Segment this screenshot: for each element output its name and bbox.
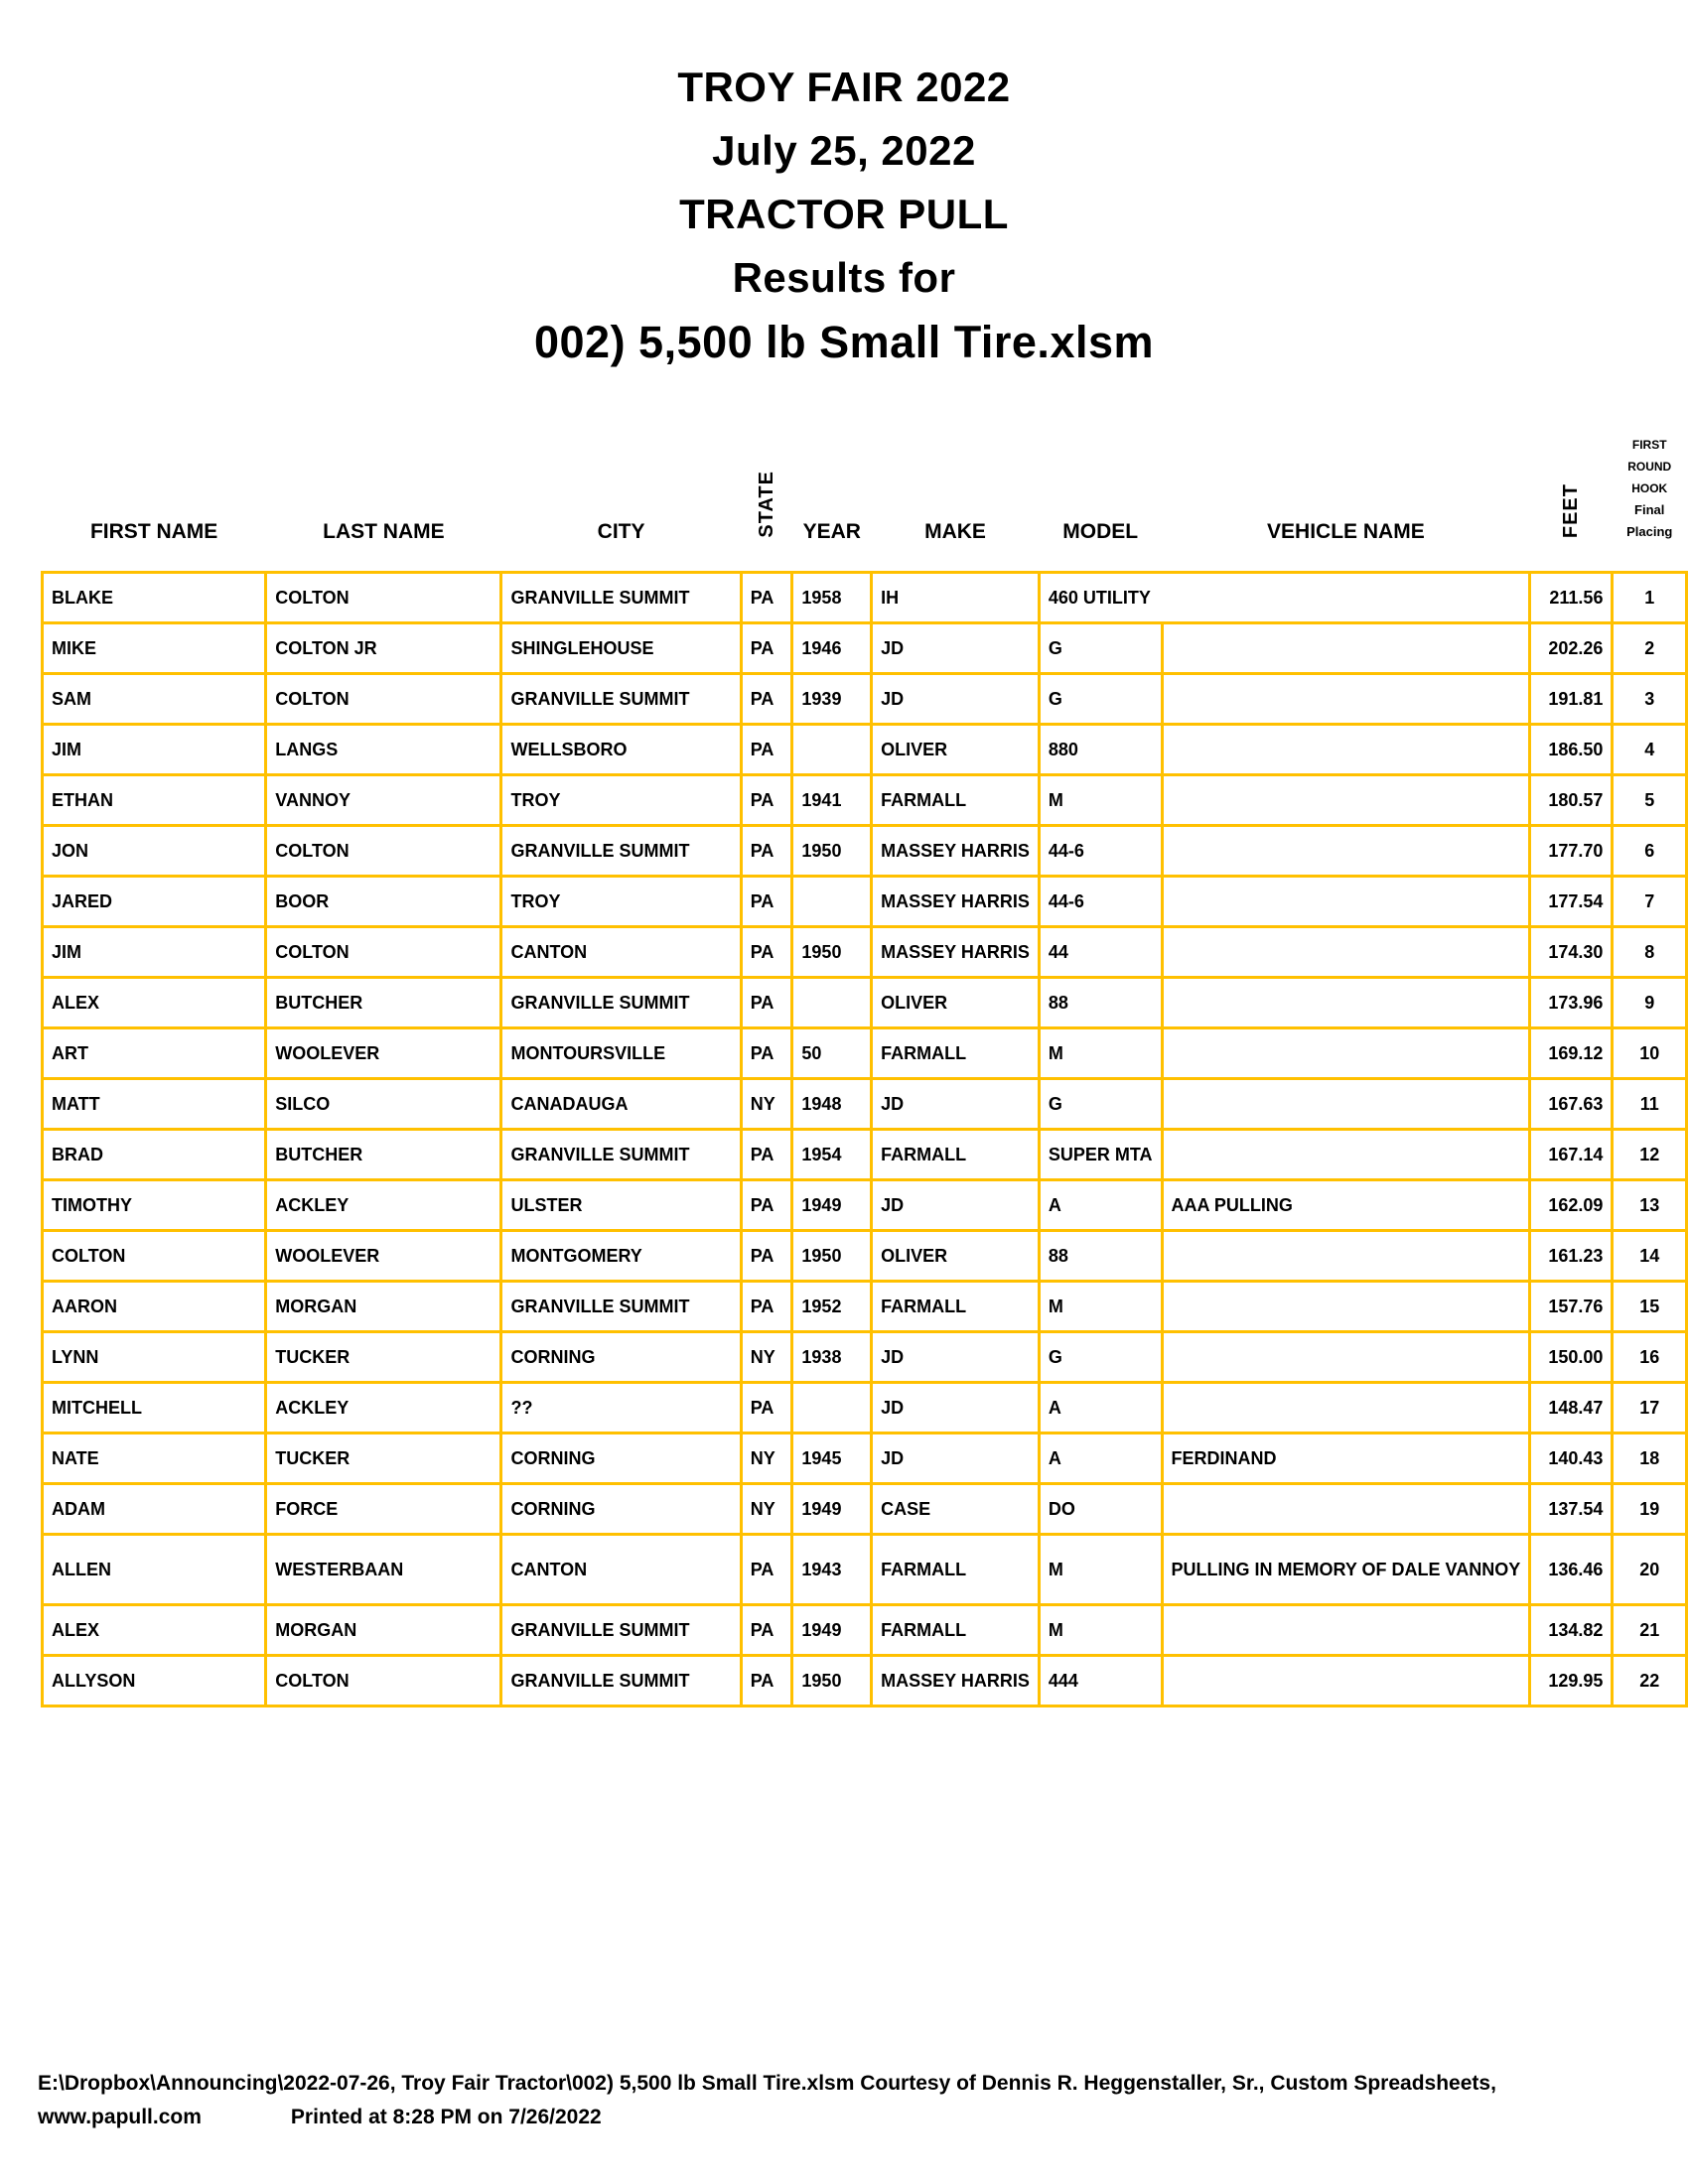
cell-city: GRANVILLE SUMMIT	[501, 978, 741, 1028]
table-row	[43, 978, 1687, 1028]
cell-make: JD	[872, 674, 1040, 725]
cell-feet: 162.09	[1530, 1180, 1613, 1231]
col-header-last-name: LAST NAME	[323, 520, 445, 543]
cell-make: JD	[872, 1433, 1040, 1484]
cell-city: ULSTER	[501, 1180, 741, 1231]
cell-year: 1943	[792, 1535, 872, 1605]
cell-year: 1950	[792, 1656, 872, 1706]
cell-year: 1945	[792, 1433, 872, 1484]
cell-vehicle-name: PULLING IN MEMORY OF DALE VANNOY	[1162, 1535, 1530, 1605]
cell-feet: 150.00	[1530, 1332, 1613, 1383]
col-header-make: MAKE	[924, 520, 986, 543]
table-row	[43, 1130, 1687, 1180]
cell-model: G	[1039, 1332, 1162, 1383]
cell-feet: 174.30	[1530, 927, 1613, 978]
cell-city: MONTOURSVILLE	[501, 1028, 741, 1079]
cell-feet: 167.63	[1530, 1079, 1613, 1130]
cell-make: OLIVER	[872, 978, 1040, 1028]
cell-state: PA	[741, 674, 792, 725]
cell-vehicle-name	[1162, 1231, 1530, 1282]
cell-make: MASSEY HARRIS	[872, 826, 1040, 877]
cell-city: GRANVILLE SUMMIT	[501, 1282, 741, 1332]
table-row	[43, 1028, 1687, 1079]
cell-first-name: BLAKE	[43, 573, 266, 623]
table-row	[43, 877, 1687, 927]
col-header-feet	[1530, 434, 1613, 573]
table-row	[43, 775, 1687, 826]
col-header-model: MODEL	[1062, 520, 1139, 543]
cell-state: PA	[741, 1231, 792, 1282]
cell-model: M	[1039, 775, 1162, 826]
table-row	[43, 1433, 1687, 1484]
cell-year	[792, 725, 872, 775]
footer-second-line	[38, 2101, 1666, 2134]
cell-vehicle-name	[1162, 1484, 1530, 1535]
col-header-first-round: FIRST ROUND	[1627, 438, 1672, 474]
cell-state: PA	[741, 573, 792, 623]
cell-first-name: NATE	[43, 1433, 266, 1484]
cell-final-placing: 8	[1613, 927, 1687, 978]
cell-first-name: BRAD	[43, 1130, 266, 1180]
cell-final-placing: 11	[1613, 1079, 1687, 1130]
footer-printed-timestamp: Printed at 8:28 PM on 7/26/2022	[290, 2106, 602, 2128]
document-title-block	[0, 56, 1688, 375]
page-footer	[38, 2067, 1666, 2134]
cell-first-name: JARED	[43, 877, 266, 927]
cell-last-name: WOOLEVER	[266, 1028, 501, 1079]
cell-final-placing: 16	[1613, 1332, 1687, 1383]
cell-state: NY	[741, 1332, 792, 1383]
cell-feet: 173.96	[1530, 978, 1613, 1028]
cell-first-name: ALEX	[43, 978, 266, 1028]
cell-city: CORNING	[501, 1484, 741, 1535]
cell-city: CORNING	[501, 1332, 741, 1383]
footer-file-path-line: E:\Dropbox\Announcing\2022-07-26, Troy Fair Tractor\002) 5,500 lb Small Tire.xlsm Courtesy of Dennis R. Heggenstaller, Sr., Custom Spreadsheets,	[38, 2072, 1496, 2095]
cell-year: 1938	[792, 1332, 872, 1383]
cell-feet: 148.47	[1530, 1383, 1613, 1433]
cell-first-name: ALLEN	[43, 1535, 266, 1605]
cell-year: 1950	[792, 826, 872, 877]
cell-make: OLIVER	[872, 1231, 1040, 1282]
table-row	[43, 927, 1687, 978]
footer-website: www.papull.com	[38, 2106, 202, 2128]
cell-first-name: ART	[43, 1028, 266, 1079]
cell-make: MASSEY HARRIS	[872, 877, 1040, 927]
cell-vehicle-name	[1162, 978, 1530, 1028]
results-table-body	[43, 573, 1687, 1706]
cell-state: PA	[741, 1028, 792, 1079]
cell-city: GRANVILLE SUMMIT	[501, 1656, 741, 1706]
cell-last-name: COLTON	[266, 826, 501, 877]
cell-make: JD	[872, 1383, 1040, 1433]
table-row	[43, 1383, 1687, 1433]
cell-make: OLIVER	[872, 725, 1040, 775]
table-row	[43, 1535, 1687, 1605]
cell-last-name: ACKLEY	[266, 1383, 501, 1433]
cell-feet: 180.57	[1530, 775, 1613, 826]
cell-year: 1954	[792, 1130, 872, 1180]
cell-last-name: COLTON	[266, 1656, 501, 1706]
table-row	[43, 1656, 1687, 1706]
cell-feet: 140.43	[1530, 1433, 1613, 1484]
cell-city: ??	[501, 1383, 741, 1433]
cell-model: M	[1039, 1282, 1162, 1332]
cell-city: TROY	[501, 775, 741, 826]
cell-year	[792, 978, 872, 1028]
cell-make: IH	[872, 573, 1040, 623]
cell-last-name: LANGS	[266, 725, 501, 775]
cell-last-name: COLTON	[266, 927, 501, 978]
title-event-date: July 25, 2022	[712, 127, 976, 174]
cell-state: PA	[741, 826, 792, 877]
cell-make: JD	[872, 1332, 1040, 1383]
cell-city: GRANVILLE SUMMIT	[501, 674, 741, 725]
col-header-hook: HOOK	[1631, 481, 1668, 495]
table-row	[43, 826, 1687, 877]
cell-city: SHINGLEHOUSE	[501, 623, 741, 674]
cell-model: 88	[1039, 978, 1162, 1028]
cell-feet: 202.26	[1530, 623, 1613, 674]
cell-model: A	[1039, 1433, 1162, 1484]
table-row	[43, 1180, 1687, 1231]
cell-last-name: WESTERBAAN	[266, 1535, 501, 1605]
cell-vehicle-name	[1162, 623, 1530, 674]
cell-first-name: ALLYSON	[43, 1656, 266, 1706]
col-header-feet-label: FEET	[1560, 482, 1583, 538]
cell-year: 1941	[792, 775, 872, 826]
cell-final-placing: 14	[1613, 1231, 1687, 1282]
cell-state: NY	[741, 1484, 792, 1535]
cell-year: 1949	[792, 1605, 872, 1656]
cell-city: GRANVILLE SUMMIT	[501, 573, 741, 623]
cell-last-name: WOOLEVER	[266, 1231, 501, 1282]
col-header-state	[741, 434, 792, 573]
col-header-city: CITY	[597, 520, 645, 543]
cell-last-name: COLTON	[266, 674, 501, 725]
cell-city: GRANVILLE SUMMIT	[501, 1605, 741, 1656]
cell-make: FARMALL	[872, 1130, 1040, 1180]
col-header-vehicle-name: VEHICLE NAME	[1267, 520, 1425, 543]
cell-model: G	[1039, 1079, 1162, 1130]
cell-state: PA	[741, 1130, 792, 1180]
cell-state: PA	[741, 1383, 792, 1433]
cell-model: M	[1039, 1605, 1162, 1656]
cell-year: 1958	[792, 573, 872, 623]
table-row	[43, 623, 1687, 674]
cell-city: CANADAUGA	[501, 1079, 741, 1130]
cell-final-placing: 21	[1613, 1605, 1687, 1656]
cell-first-name: JIM	[43, 725, 266, 775]
col-header-first-name: FIRST NAME	[89, 520, 218, 543]
cell-year: 1946	[792, 623, 872, 674]
cell-city: WELLSBORO	[501, 725, 741, 775]
cell-make: FARMALL	[872, 1028, 1040, 1079]
cell-feet: 129.95	[1530, 1656, 1613, 1706]
cell-city: CANTON	[501, 1535, 741, 1605]
col-header-year: YEAR	[802, 520, 861, 543]
cell-state: NY	[741, 1433, 792, 1484]
cell-vehicle-name	[1162, 1605, 1530, 1656]
cell-final-placing: 1	[1613, 573, 1687, 623]
table-header-row	[43, 434, 1687, 573]
table-row	[43, 725, 1687, 775]
cell-vehicle-name	[1162, 725, 1530, 775]
cell-year: 1952	[792, 1282, 872, 1332]
cell-state: NY	[741, 1079, 792, 1130]
cell-first-name: MATT	[43, 1079, 266, 1130]
cell-vehicle-name: FERDINAND	[1162, 1433, 1530, 1484]
cell-model: 880	[1039, 725, 1162, 775]
cell-vehicle-name	[1162, 674, 1530, 725]
cell-feet: 177.70	[1530, 826, 1613, 877]
cell-final-placing: 2	[1613, 623, 1687, 674]
cell-feet: 211.56	[1530, 573, 1613, 623]
cell-vehicle-name	[1162, 1079, 1530, 1130]
cell-vehicle-name	[1162, 927, 1530, 978]
cell-city: CORNING	[501, 1433, 741, 1484]
col-header-final-placing	[1613, 434, 1687, 573]
table-row	[43, 1282, 1687, 1332]
cell-state: PA	[741, 725, 792, 775]
col-header-final-placing-label: Final Placing	[1626, 502, 1673, 539]
cell-final-placing: 5	[1613, 775, 1687, 826]
cell-year	[792, 877, 872, 927]
cell-city: TROY	[501, 877, 741, 927]
cell-last-name: TUCKER	[266, 1332, 501, 1383]
cell-make: JD	[872, 1079, 1040, 1130]
cell-first-name: MIKE	[43, 623, 266, 674]
cell-first-name: SAM	[43, 674, 266, 725]
cell-last-name: BOOR	[266, 877, 501, 927]
cell-model: 88	[1039, 1231, 1162, 1282]
cell-last-name: FORCE	[266, 1484, 501, 1535]
cell-vehicle-name	[1162, 1028, 1530, 1079]
title-event-type: TRACTOR PULL	[679, 191, 1009, 237]
cell-last-name: SILCO	[266, 1079, 501, 1130]
table-row	[43, 1079, 1687, 1130]
cell-final-placing: 3	[1613, 674, 1687, 725]
cell-state: PA	[741, 877, 792, 927]
table-row	[43, 1231, 1687, 1282]
cell-feet: 169.12	[1530, 1028, 1613, 1079]
cell-year: 1950	[792, 927, 872, 978]
title-results-for: Results for	[732, 254, 956, 301]
results-table	[41, 434, 1688, 1707]
cell-last-name: BUTCHER	[266, 1130, 501, 1180]
cell-final-placing: 22	[1613, 1656, 1687, 1706]
cell-year: 50	[792, 1028, 872, 1079]
cell-final-placing: 10	[1613, 1028, 1687, 1079]
cell-model: A	[1039, 1383, 1162, 1433]
cell-first-name: ALEX	[43, 1605, 266, 1656]
cell-model: G	[1039, 623, 1162, 674]
cell-feet: 167.14	[1530, 1130, 1613, 1180]
cell-last-name: TUCKER	[266, 1433, 501, 1484]
cell-year	[792, 1383, 872, 1433]
cell-make: JD	[872, 623, 1040, 674]
cell-first-name: LYNN	[43, 1332, 266, 1383]
cell-final-placing: 9	[1613, 978, 1687, 1028]
cell-vehicle-name	[1162, 1130, 1530, 1180]
cell-final-placing: 19	[1613, 1484, 1687, 1535]
cell-make: JD	[872, 1180, 1040, 1231]
cell-state: PA	[741, 1656, 792, 1706]
cell-feet: 186.50	[1530, 725, 1613, 775]
cell-city: CANTON	[501, 927, 741, 978]
cell-final-placing: 20	[1613, 1535, 1687, 1605]
cell-model: DO	[1039, 1484, 1162, 1535]
cell-model: M	[1039, 1535, 1162, 1605]
cell-model: 444	[1039, 1656, 1162, 1706]
cell-city: GRANVILLE SUMMIT	[501, 826, 741, 877]
cell-make: FARMALL	[872, 1605, 1040, 1656]
title-file-name: 002) 5,500 lb Small Tire.xlsm	[533, 317, 1155, 367]
table-row	[43, 1332, 1687, 1383]
cell-state: PA	[741, 927, 792, 978]
table-row	[43, 573, 1687, 623]
cell-feet: 134.82	[1530, 1605, 1613, 1656]
col-header-state-label: STATE	[756, 471, 778, 538]
cell-state: PA	[741, 978, 792, 1028]
cell-model: 44-6	[1039, 877, 1162, 927]
cell-vehicle-name: AAA PULLING	[1162, 1180, 1530, 1231]
cell-model: SUPER MTA	[1039, 1130, 1162, 1180]
cell-first-name: COLTON	[43, 1231, 266, 1282]
cell-year: 1950	[792, 1231, 872, 1282]
cell-final-placing: 7	[1613, 877, 1687, 927]
cell-year: 1949	[792, 1484, 872, 1535]
cell-feet: 177.54	[1530, 877, 1613, 927]
cell-make: MASSEY HARRIS	[872, 1656, 1040, 1706]
cell-vehicle-name	[1162, 775, 1530, 826]
cell-last-name: MORGAN	[266, 1282, 501, 1332]
cell-state: PA	[741, 775, 792, 826]
cell-make: FARMALL	[872, 1535, 1040, 1605]
cell-model: A	[1039, 1180, 1162, 1231]
cell-year: 1939	[792, 674, 872, 725]
cell-state: PA	[741, 1282, 792, 1332]
cell-city: MONTGOMERY	[501, 1231, 741, 1282]
cell-vehicle-name	[1162, 1332, 1530, 1383]
cell-model: M	[1039, 1028, 1162, 1079]
cell-first-name: JON	[43, 826, 266, 877]
cell-final-placing: 12	[1613, 1130, 1687, 1180]
cell-last-name: VANNOY	[266, 775, 501, 826]
cell-state: PA	[741, 1180, 792, 1231]
table-row	[43, 1484, 1687, 1535]
cell-model: G	[1039, 674, 1162, 725]
cell-vehicle-name	[1162, 1282, 1530, 1332]
cell-final-placing: 17	[1613, 1383, 1687, 1433]
cell-model: 460 UTILITY	[1039, 573, 1529, 623]
cell-first-name: ADAM	[43, 1484, 266, 1535]
cell-state: PA	[741, 623, 792, 674]
cell-city: GRANVILLE SUMMIT	[501, 1130, 741, 1180]
cell-vehicle-name	[1162, 826, 1530, 877]
table-row	[43, 1605, 1687, 1656]
cell-feet: 191.81	[1530, 674, 1613, 725]
cell-year: 1949	[792, 1180, 872, 1231]
cell-first-name: TIMOTHY	[43, 1180, 266, 1231]
cell-vehicle-name	[1162, 877, 1530, 927]
cell-feet: 157.76	[1530, 1282, 1613, 1332]
cell-final-placing: 18	[1613, 1433, 1687, 1484]
cell-last-name: BUTCHER	[266, 978, 501, 1028]
cell-last-name: ACKLEY	[266, 1180, 501, 1231]
cell-feet: 161.23	[1530, 1231, 1613, 1282]
cell-year: 1948	[792, 1079, 872, 1130]
cell-state: PA	[741, 1535, 792, 1605]
cell-final-placing: 13	[1613, 1180, 1687, 1231]
cell-state: PA	[741, 1605, 792, 1656]
cell-first-name: ETHAN	[43, 775, 266, 826]
cell-final-placing: 6	[1613, 826, 1687, 877]
cell-model: 44	[1039, 927, 1162, 978]
cell-vehicle-name	[1162, 1383, 1530, 1433]
cell-last-name: MORGAN	[266, 1605, 501, 1656]
title-event-name: TROY FAIR 2022	[677, 64, 1011, 110]
cell-vehicle-name	[1162, 1656, 1530, 1706]
cell-feet: 137.54	[1530, 1484, 1613, 1535]
cell-make: MASSEY HARRIS	[872, 927, 1040, 978]
cell-first-name: JIM	[43, 927, 266, 978]
cell-final-placing: 4	[1613, 725, 1687, 775]
cell-feet: 136.46	[1530, 1535, 1613, 1605]
cell-last-name: COLTON	[266, 573, 501, 623]
cell-make: FARMALL	[872, 1282, 1040, 1332]
cell-first-name: MITCHELL	[43, 1383, 266, 1433]
cell-model: 44-6	[1039, 826, 1162, 877]
cell-make: CASE	[872, 1484, 1040, 1535]
cell-first-name: AARON	[43, 1282, 266, 1332]
cell-make: FARMALL	[872, 775, 1040, 826]
table-row	[43, 674, 1687, 725]
cell-final-placing: 15	[1613, 1282, 1687, 1332]
cell-last-name: COLTON JR	[266, 623, 501, 674]
